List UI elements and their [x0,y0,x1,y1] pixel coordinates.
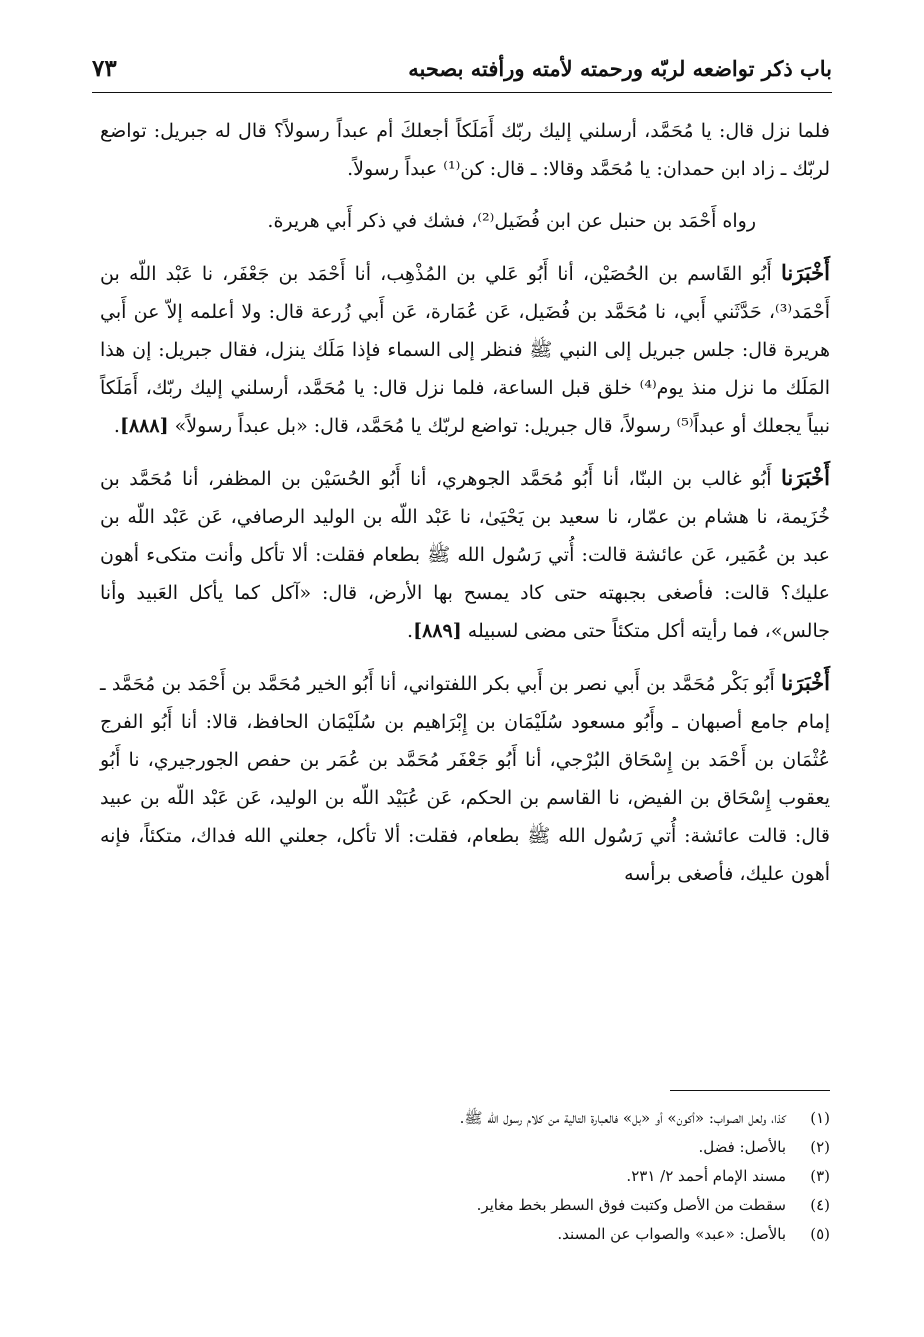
footnote [100,1220,830,1249]
paragraph-2 [100,202,830,240]
footnote-number: (١) [810,1109,830,1127]
footnote-text: سقطت من الأصل وكتبت فوق السطر بخط مغاير. [476,1196,786,1214]
paragraph-text: أَبُو القَاسم بن الحُصَيْن، أنا أَبُو عَلي بن المُذْهِب، أنا أَحْمَد بن جَعْفَر، نا عَبْد اللّه بن أَحْمَد⁽³⁾، حَدَّثَني أَبي، نا مُحَمَّد بن فُضَيل، عَن عُمَارة، عَن أَبي زُرعة قال: ولا أعلمه إلاّ عن أَبي هريرة قال: جلس جبريل إلى النبي ﷺ فنظر إلى السماء فإذا مَلَك ينزل، فقال جبريل: إن هذا المَلَك ما نزل منذ يوم⁽⁴⁾ خلق قبل الساعة، فلما نزل قال: يا مُحَمَّد، أرسلني إليك ربّك، أَمَلَكاً نبياً يجعلك أو عبداً⁽⁵⁾ رسولاً، قال جبريل: تواضع لربّك يا مُحَمَّد، قال: «بل عبداً رسولاً» [100,263,831,437]
hadith-number: [٨٨٩] [413,620,462,642]
paragraph-text: فلما نزل قال: يا مُحَمَّد، أرسلني إليك ربّك أَمَلَكاً أجعلكَ أم عبداً رسولاً؟ قال له جبريل: تواضع لربّك ـ زاد ابن حمدان: يا مُحَمَّد وقالا: ـ قال: كن⁽¹⁾ عبداً رسولاً. [100,120,830,180]
footnote-text: بالأصل: فضل. [698,1138,786,1156]
period: . [113,415,120,437]
page-number: ٧٣ [92,54,117,82]
footnote-number: (٤) [810,1196,830,1214]
footnote-number: (٣) [810,1167,830,1185]
paragraph-4 [100,459,830,650]
footnote-number: (٢) [810,1138,830,1156]
footnote [100,1191,830,1220]
running-head [92,48,832,88]
footnote [100,1104,830,1133]
footnote-text: بالأصل: «عبد» والصواب عن المسند. [557,1225,786,1243]
hadith-number: [٨٨٨] [119,415,169,437]
isnad-lead: أَخْبَرَنا [781,260,830,285]
paragraph-5 [100,664,830,893]
chapter-title: باب ذكر تواضعه لربّه ورحمته لأمته ورأفته بصحبه [408,55,832,81]
footnote-number: (٥) [810,1225,830,1243]
footnote-text: كذا، ولعل الصواب: «أكون» أو «بل» فالعبارة التالية من كلام رسول الله ﷺ. [459,1109,786,1127]
paragraph-3 [100,254,830,445]
footnote-separator [670,1090,830,1091]
main-text [100,112,830,907]
paragraph-text: رواه أَحْمَد بن حنبل عن ابن فُضَيل⁽²⁾، فشك في ذكر أَبي هريرة. [267,210,756,232]
header-rule [92,92,832,93]
isnad-lead: أَخْبَرَنا [781,465,830,490]
period: . [407,620,414,642]
footnote-text: مسند الإمام أحمد ٢/ ٢٣١. [626,1167,786,1185]
footnote [100,1133,830,1162]
isnad-lead: أَخْبَرَنا [781,670,830,695]
footnotes [100,1104,830,1249]
paragraph-text: أَبُو غالب بن البنّا، أنا أَبُو مُحَمَّد الجوهري، أنا أَبُو الحُسَيْن بن المظفر، أنا مُحَمَّد بن خُزَيمة، نا هشام بن عمّار، نا سعيد بن يَحْيَىٰ، نا عَبْد اللّه بن الوليد الرصافي، عَن عَبْد اللّه بن عبد بن عُمَير، عَن عائشة قالت: أُتي رَسُول الله ﷺ بطعام فقلت: ألا تأكل وأنت متكىء أهون عليك؟ قالت: فأصغى بجبهته حتى كاد يمسح بها الأرض، قال: «آكل كما يأكل العَبيد وأنا جالس»، فما رأيته أكل متكئاً حتى مضى لسبيله [100,468,830,642]
paragraph-text: أَبُو بَكْر مُحَمَّد بن أَبي نصر بن أَبي بكر اللفتواني، أنا أَبُو الخير مُحَمَّد بن أَحْمَد بن مُحَمَّد ـ إمام جامع أصبهان ـ وأَبُو مسعود سُلَيْمَان بن إِبْرَاهيم بن سُلَيْمَان الحافظ، قالا: أنا أَبُو الفرج عُثْمَان بن أَحْمَد بن إِسْحَاق البُرْجي، أنا أَبُو جَعْفَر مُحَمَّد بن عُمَر بن حفص الجورجيري، نا أَبُو يعقوب إِسْحَاق بن الفيض، نا القاسم بن الحكم، عَن عُبَيْد اللّه بن الوليد، عَن عَبْد اللّه بن عبيد قال: قالت عائشة: أُتي رَسُول الله ﷺ بطعام، فقلت: ألا تأكل، جعلني الله فداك، متكئاً، فإنه أهون عليك، فأصغى برأسه [100,673,830,885]
footnote [100,1162,830,1191]
paragraph-1 [100,112,830,188]
